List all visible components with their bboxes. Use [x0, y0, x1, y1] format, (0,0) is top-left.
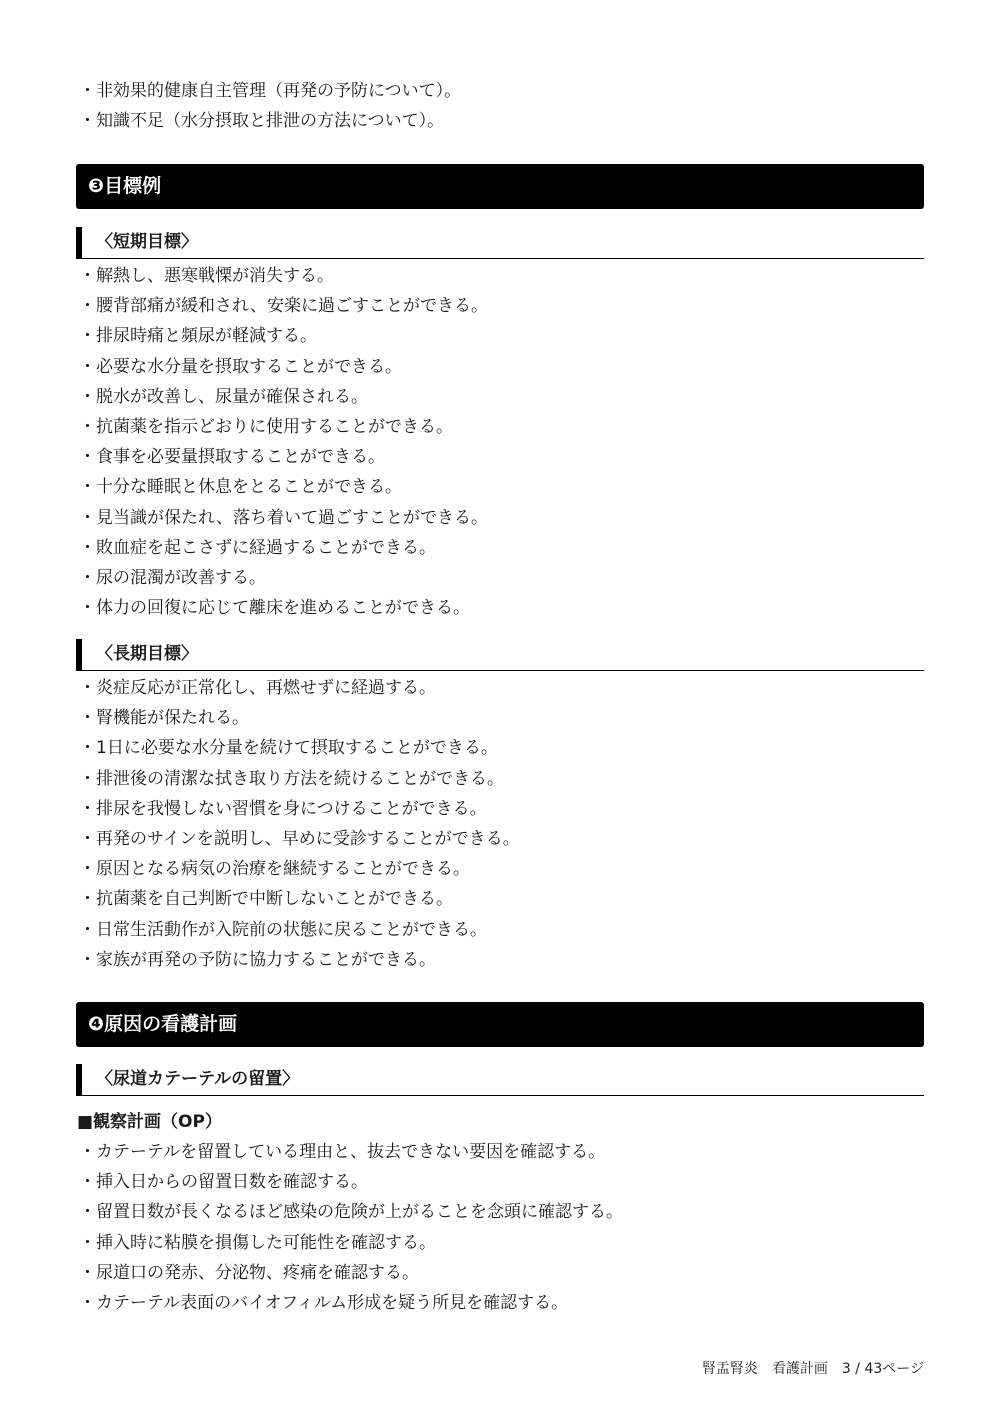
page-footer: 腎盂腎炎 看護計画 3 / 43ページ: [701, 1361, 924, 1377]
list-item: ・ カテーテルを留置している理由と、抜去できない要因を確認する。: [76, 1137, 623, 1167]
observation-plan-list: [76, 1137, 623, 1318]
list-item: ・ 尿の混濁が改善する。: [76, 563, 488, 593]
list-item: ・ 腰背部痛が緩和され、安楽に過ごすことができる。: [76, 291, 488, 321]
short-term-goal-list: [76, 261, 488, 623]
long-term-goal-list: [76, 673, 520, 975]
section-title-goals: ❸目標例: [76, 164, 924, 209]
list-item: ・ 炎症反応が正常化し、再燃せずに経過する。: [76, 673, 520, 703]
list-item: ・ 食事を必要量摂取することができる。: [76, 442, 488, 472]
list-item: ・ 抗菌薬を指示どおりに使用することができる。: [76, 412, 488, 442]
list-item: ・ 腎機能が保たれる。: [76, 703, 520, 733]
list-item: ・ 解熱し、悪寒戦慄が消失する。: [76, 261, 488, 291]
list-item: ・ 非効果的健康自主管理（再発の予防について）。: [76, 76, 461, 106]
list-item: ・ 見当識が保たれ、落ち着いて過ごすことができる。: [76, 503, 488, 533]
list-item: ・ 日常生活動作が入院前の状態に戻ることができる。: [76, 915, 520, 945]
list-item: ・ 留置日数が長くなるほど感染の危険が上がることを念頭に確認する。: [76, 1197, 623, 1227]
list-item: ・ 挿入日からの留置日数を確認する。: [76, 1167, 623, 1197]
list-item: ・ 排尿時痛と頻尿が軽減する。: [76, 321, 488, 351]
list-item: ・ 挿入時に粘膜を損傷した可能性を確認する。: [76, 1228, 623, 1258]
sub-heading-short-term: 〈短期目標〉: [76, 227, 924, 259]
section-title-care-plan: ❹原因の看護計画: [76, 1002, 924, 1047]
sub-heading-long-term: 〈長期目標〉: [76, 639, 924, 671]
sub-heading-catheter: 〈尿道カテーテルの留置〉: [76, 1064, 924, 1096]
list-item: ・ 1日に必要な水分量を続けて摂取することができる。: [76, 733, 520, 763]
list-item: ・ 排尿を我慢しない習慣を身につけることができる。: [76, 794, 520, 824]
list-item: ・ 十分な睡眠と休息をとることができる。: [76, 472, 488, 502]
list-item: ・ 脱水が改善し、尿量が確保される。: [76, 382, 488, 412]
list-item: ・ カテーテル表面のバイオフィルム形成を疑う所見を確認する。: [76, 1288, 623, 1318]
list-item: ・ 敗血症を起こさずに経過することができる。: [76, 533, 488, 563]
list-item: ・ 必要な水分量を摂取することができる。: [76, 352, 488, 382]
list-item: ・ 抗菌薬を自己判断で中断しないことができる。: [76, 884, 520, 914]
list-item: ・ 排泄後の清潔な拭き取り方法を続けることができる。: [76, 764, 520, 794]
diagnosis-list: [76, 76, 461, 136]
list-item: ・ 知識不足（水分摂取と排泄の方法について）。: [76, 106, 461, 136]
list-item: ・ 原因となる病気の治療を継続することができる。: [76, 854, 520, 884]
list-item: ・ 再発のサインを説明し、早めに受診することができる。: [76, 824, 520, 854]
list-item: ・ 尿道口の発赤、分泌物、疼痛を確認する。: [76, 1258, 623, 1288]
list-item: ・ 体力の回復に応じて離床を進めることができる。: [76, 593, 488, 623]
list-item: ・ 家族が再発の予防に協力することができる。: [76, 945, 520, 975]
observation-plan-label: ■観察計画（OP）: [77, 1112, 222, 1132]
